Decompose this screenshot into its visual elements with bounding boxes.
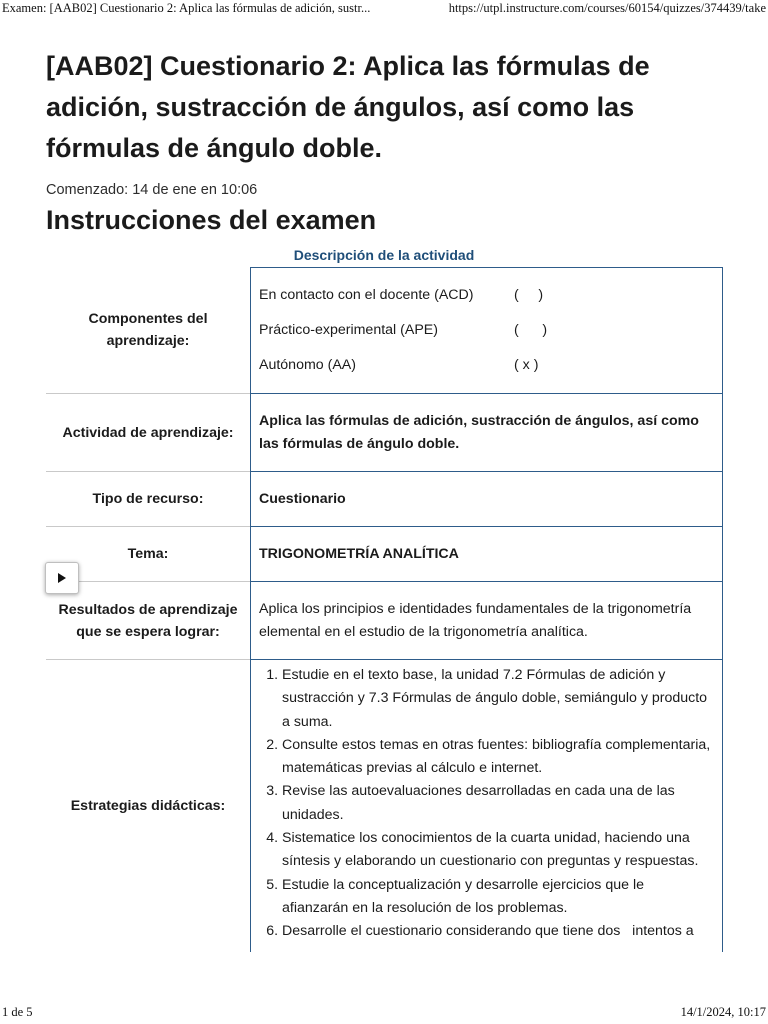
- print-footer: [0, 1006, 768, 1024]
- components-cell: [251, 268, 723, 394]
- components-label: Componentes del aprendizaje:: [88, 311, 208, 350]
- table-row: [46, 394, 723, 472]
- topic-value: TRIGONOMETRÍA ANALÍTICA: [251, 527, 723, 582]
- print-page-title: Examen: [AAB02] Cuestionario 2: Aplica las fórmulas de adición, sustr...: [2, 1, 371, 15]
- play-icon: [57, 573, 67, 583]
- list-item: 2. Consulte estos temas en otras fuentes: bibliografía complementaria, matemáticas previas al cálculo e internet.: [282, 734, 714, 781]
- component-name: Autónomo (AA): [259, 357, 356, 373]
- topic-label: Tema:: [46, 527, 251, 582]
- quiz-title: [AAB02] Cuestionario 2: Aplica las fórmulas de adición, sustracción de ángulos, así como las fórmulas de ángulo doble.: [46, 51, 650, 163]
- component-ape: [259, 313, 714, 348]
- component-aa: [259, 348, 714, 383]
- list-item: 1. Estudie en el texto base, la unidad 7.2 Fórmulas de adición y sustracción y 7.3 Fórmulas de ángulo doble, semiángulo y producto a suma.: [282, 664, 714, 734]
- resource-type-label: Tipo de recurso:: [46, 472, 251, 527]
- activity-description-table: [46, 267, 723, 952]
- media-play-button[interactable]: [45, 562, 79, 594]
- strategies-cell: [251, 660, 723, 952]
- table-row: [46, 582, 723, 660]
- activity-value: Aplica las fórmulas de adición, sustracción de ángulos, así como las fórmulas de ángulo doble.: [251, 394, 723, 472]
- list-item: 5. Estudie la conceptualización y desarrolle ejercicios que le afianzarán en la resolución de los problemas.: [282, 874, 714, 921]
- resource-type-value: Cuestionario: [251, 472, 723, 527]
- expected-results-value: Aplica los principios e identidades fundamentales de la trigonometría elemental en el estudio de la trigonometría analítica.: [251, 582, 723, 660]
- component-name: En contacto con el docente (ACD): [259, 287, 474, 303]
- table-row: [46, 472, 723, 527]
- instructions-heading: Instrucciones del examen: [46, 205, 377, 235]
- quiz-content: [46, 46, 726, 952]
- print-url[interactable]: https://utpl.instructure.com/courses/60154/quizzes/374439/take: [448, 1, 766, 15]
- component-mark: ( ): [514, 322, 548, 338]
- list-item: 6. Desarrolle el cuestionario considerando que tiene dos intentos a: [282, 920, 714, 943]
- table-row: [46, 660, 723, 952]
- strategies-label: Estrategias didácticas:: [46, 660, 251, 952]
- table-row: [46, 268, 723, 394]
- expected-results-label: Resultados de aprendizaje que se espera lograr:: [46, 582, 251, 660]
- component-mark: ( x ): [514, 357, 539, 373]
- list-item: 3. Revise las autoevaluaciones desarrolladas en cada una de las unidades.: [282, 780, 714, 827]
- print-header: [0, 0, 768, 18]
- print-datetime: 14/1/2024, 10:17: [680, 1005, 766, 1019]
- table-row: [46, 527, 723, 582]
- table-caption: Descripción de la actividad: [293, 247, 475, 263]
- activity-label: Actividad de aprendizaje:: [46, 394, 251, 472]
- component-name: Práctico-experimental (APE): [259, 322, 438, 338]
- strategies-list: [259, 664, 714, 944]
- quiz-started-time: Comenzado: 14 de ene en 10:06: [46, 182, 258, 198]
- print-page-number: 1 de 5: [2, 1005, 33, 1019]
- component-mark: ( ): [514, 287, 544, 303]
- component-acd: [259, 278, 714, 313]
- list-item: 4. Sistematice los conocimientos de la cuarta unidad, haciendo una síntesis y elaborando un cuestionario con preguntas y respuestas.: [282, 827, 714, 874]
